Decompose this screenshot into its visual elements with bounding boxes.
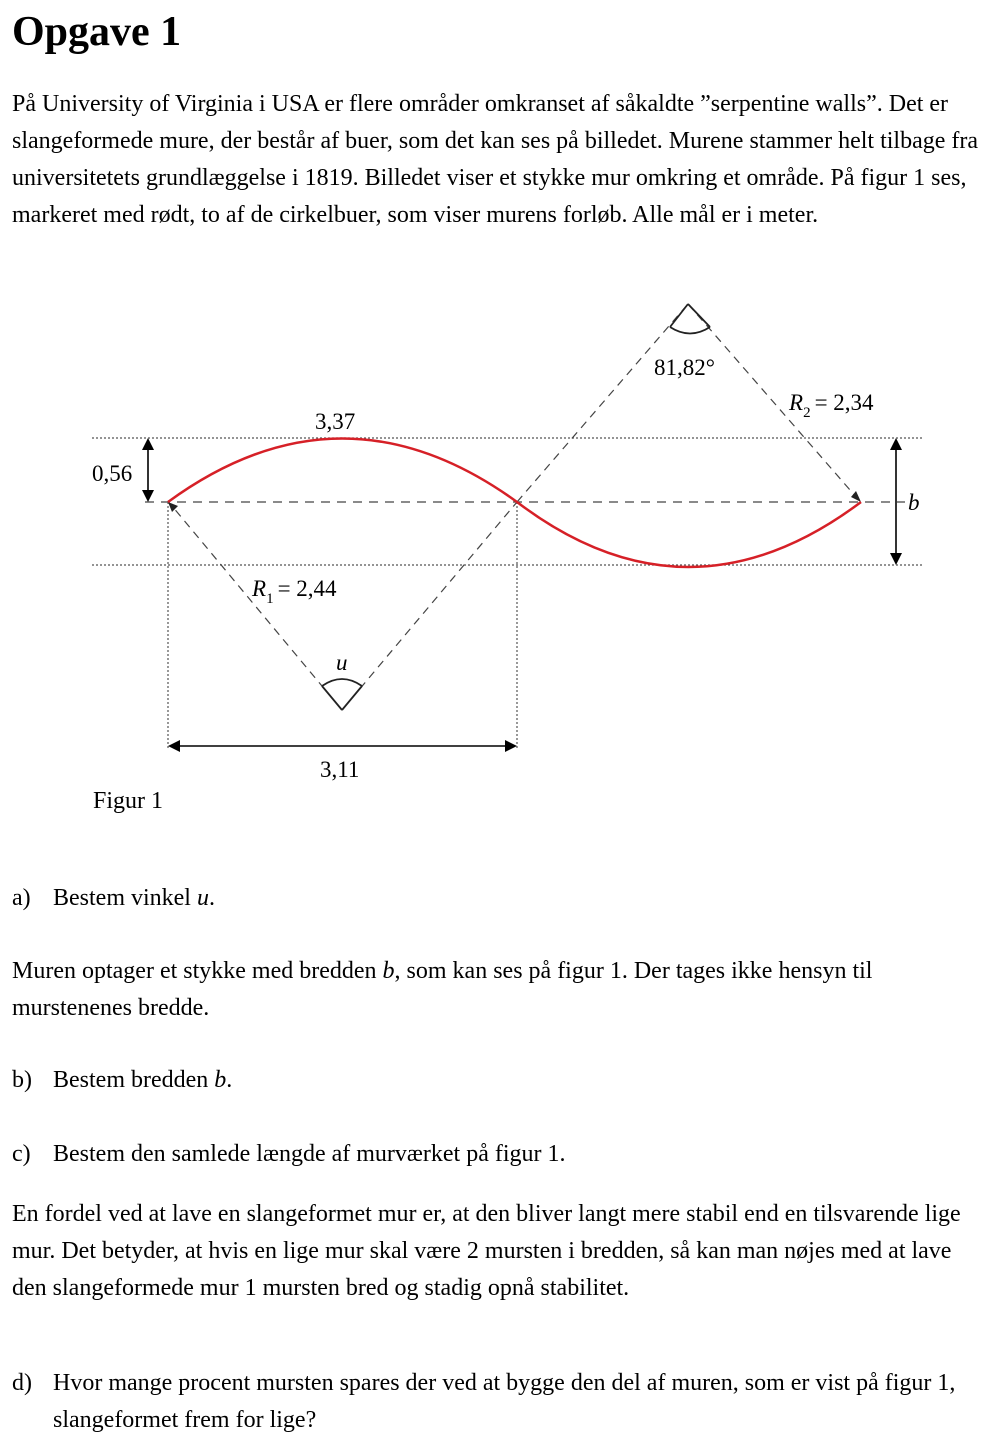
stability-paragraph: En fordel ved at lave en slangeformet mur er, at den bliver langt mere stabil end en tilsvarende lige mur. Det betyder, at hvis en lige mur skal være 2 mursten i bredden, så kan man nøjes med at lave den slangeformede mur 1 mursten bred og stadig opnå stabilitet. [12, 1201, 961, 1301]
task-d-letter: d) [12, 1370, 32, 1396]
chord-label: 3,11 [320, 757, 360, 782]
width-b-label: b [908, 490, 920, 515]
task-b-letter: b) [12, 1067, 32, 1093]
angle-top-marker [670, 327, 710, 334]
figure-1-diagram [0, 290, 987, 790]
task-b-text: Bestem bredden b. [53, 1067, 233, 1093]
height-label: 0,56 [92, 461, 133, 486]
angle-u-marker [322, 679, 362, 686]
width-intro-paragraph: Muren optager et stykke med bredden b, som kan ses på figur 1. Der tages ikke hensyn til murstenenes bredde. [12, 958, 873, 1021]
intro-paragraph: På University of Virginia i USA er flere områder omkranset af såkaldte ”serpentine walls”. Det er slangeformede mure, der består af buer, som det kan ses på billedet. Murene stammer helt tilbage fra universitetets grundlæggelse i 1819. Billedet viser et stykke mur omkring et område. På figur 1 ses, markeret med rødt, to af de cirkelbuer, som viser murens forløb. Alle mål er i meter. [12, 91, 979, 228]
task-c-text: Bestem den samlede længde af murværket på figur 1. [53, 1141, 566, 1167]
wall-arc-2 [517, 502, 861, 567]
r2-arrowhead [851, 491, 861, 502]
arc-length-label: 3,37 [315, 409, 356, 434]
r1-label: $R_1 = 2,44$ [252, 576, 337, 607]
task-c-letter: c) [12, 1141, 31, 1167]
task-d [12, 1365, 980, 1439]
angle-u-label: u [336, 650, 348, 675]
page-title: Opgave 1 [12, 9, 182, 55]
r1-left-radius [172, 506, 342, 710]
figure-caption: Figur 1 [93, 788, 164, 814]
r2-left-radius [517, 304, 688, 502]
task-b [12, 1062, 980, 1099]
task-a [12, 880, 980, 917]
wall-arc-1 [168, 439, 517, 503]
task-a-text: Bestem vinkel u. [53, 885, 215, 911]
task-d-text: Hvor mange procent mursten spares der ved at bygge den del af muren, som er vist på figur 1, slangeformet frem for lige? [53, 1370, 956, 1433]
angle-top-label: 81,82° [654, 355, 715, 380]
task-c [12, 1136, 980, 1173]
task-a-letter: a) [12, 885, 31, 911]
r2-label: $R_2 = 2,34$ [789, 390, 874, 421]
r1-right-radius [342, 502, 517, 710]
